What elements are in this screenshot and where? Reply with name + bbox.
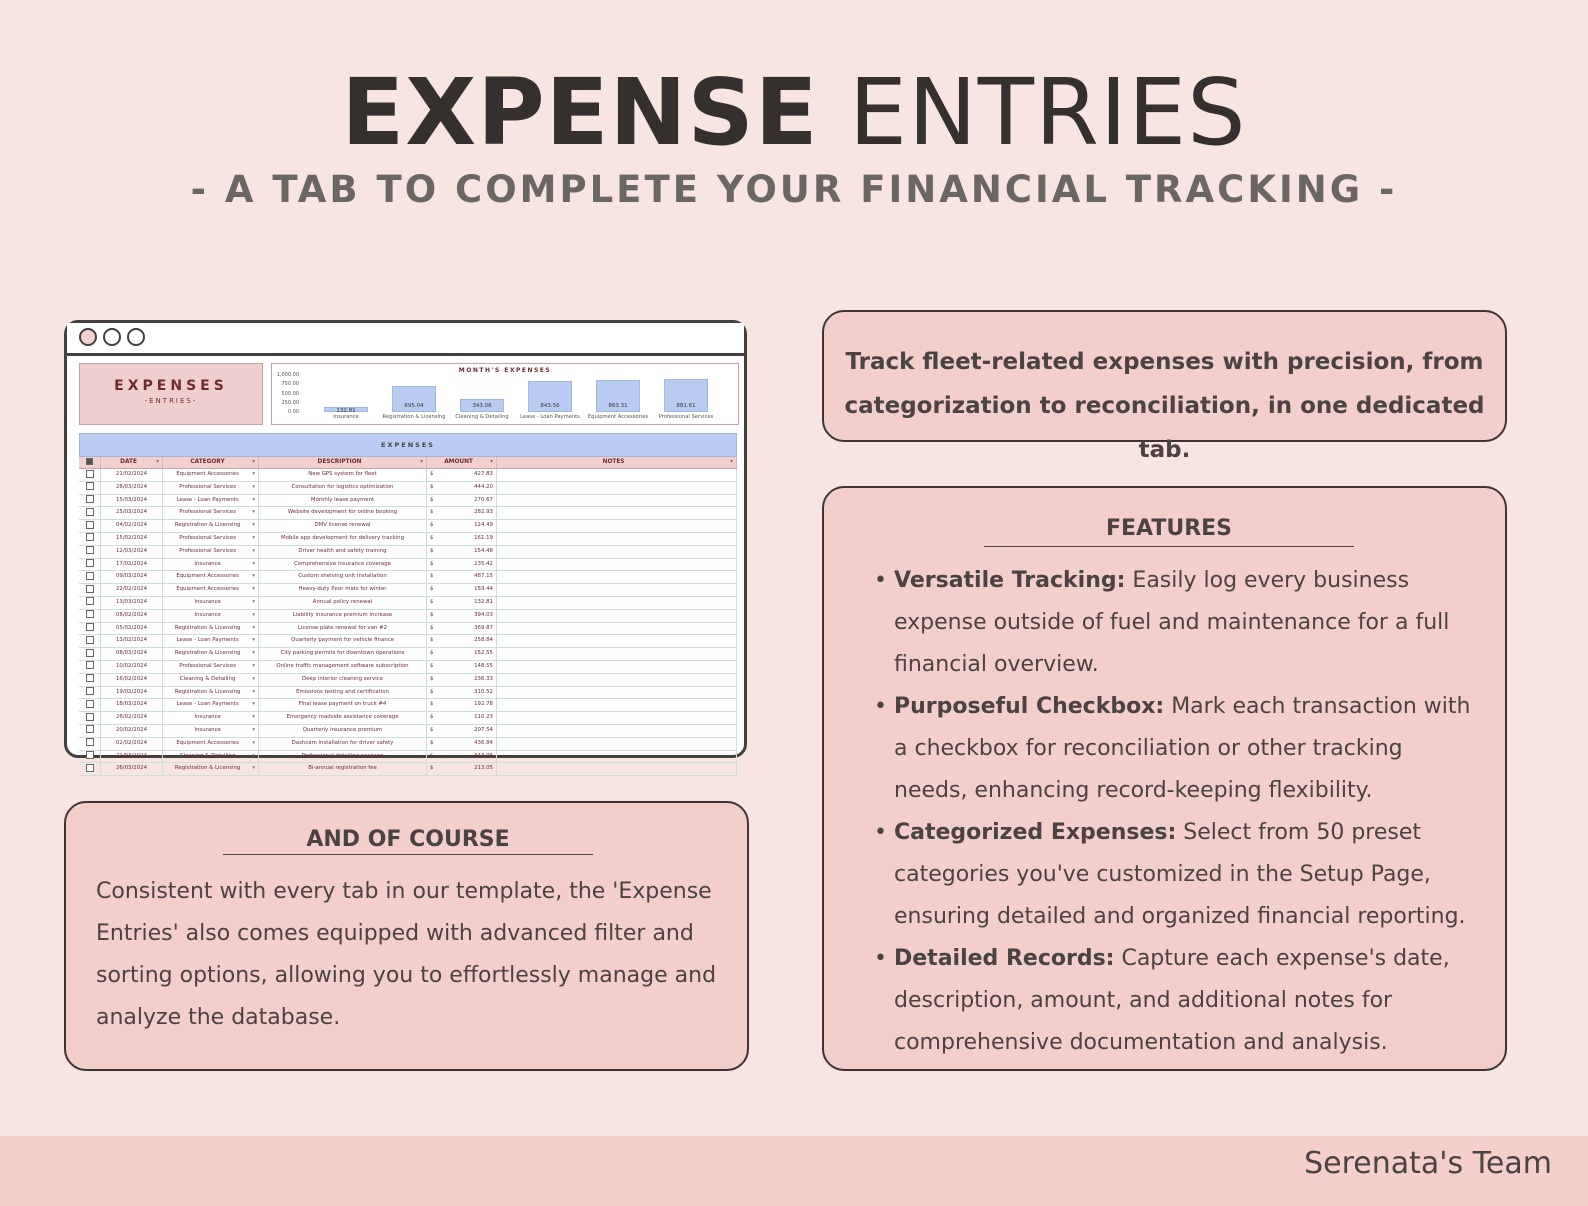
table-title: EXPENSES bbox=[79, 433, 737, 457]
checkbox-column-header[interactable] bbox=[79, 457, 101, 468]
table-row bbox=[79, 495, 737, 508]
row-checkbox[interactable] bbox=[86, 585, 94, 593]
amount-cell[interactable]: $ 124.49 bbox=[427, 520, 497, 532]
and-of-course-box bbox=[64, 801, 749, 1071]
y-tick-label: 500.00 bbox=[281, 390, 299, 397]
notes-cell[interactable] bbox=[497, 751, 737, 763]
row-checkbox[interactable] bbox=[86, 764, 94, 772]
category-cell[interactable]: Insurance ▾ bbox=[163, 725, 259, 737]
row-checkbox-cell[interactable] bbox=[79, 763, 101, 775]
bar-value-label: 881.61 bbox=[676, 403, 696, 409]
and-of-course-text: Consistent with every tab in our template, the 'Expense Entries' also comes equipped with advanced filter and sorting options, allowing you to effortlessly manage and analyze the database. bbox=[96, 879, 717, 1030]
bar-category-label: Professional Services bbox=[658, 414, 714, 420]
category-dropdown-icon[interactable]: ▾ bbox=[252, 675, 255, 682]
row-checkbox-cell[interactable] bbox=[79, 661, 101, 673]
bar-value-label: 695.04 bbox=[404, 403, 424, 409]
header-checkbox[interactable] bbox=[86, 458, 93, 465]
table-header-row bbox=[79, 457, 737, 469]
category-dropdown-icon[interactable]: ▾ bbox=[252, 765, 255, 772]
row-checkbox[interactable] bbox=[86, 674, 94, 682]
amount-cell[interactable]: $ 436.84 bbox=[427, 738, 497, 750]
feature-item: • Categorized Expenses: Select from 50 preset categories you've customized in the Setup Page, ensuring detailed and organized financial reporting. bbox=[874, 812, 1474, 938]
table-row bbox=[79, 648, 737, 661]
date-cell[interactable]: 16/02/2024 bbox=[101, 674, 163, 686]
page-subtitle: - A TAB TO COMPLETE YOUR FINANCIAL TRACKING - bbox=[190, 168, 1398, 211]
table-row bbox=[79, 687, 737, 700]
row-checkbox[interactable] bbox=[86, 623, 94, 631]
row-checkbox[interactable] bbox=[86, 521, 94, 529]
description-cell[interactable]: Liability insurance premium increase bbox=[259, 610, 427, 622]
category-cell[interactable]: Professional Services ▾ bbox=[163, 533, 259, 545]
expenses-table bbox=[79, 433, 737, 776]
row-checkbox-cell[interactable] bbox=[79, 610, 101, 622]
row-checkbox[interactable] bbox=[86, 610, 94, 618]
amount-cell[interactable]: $ 343.06 bbox=[427, 751, 497, 763]
category-cell[interactable]: Cleaning & Detailing ▾ bbox=[163, 674, 259, 686]
row-checkbox-cell[interactable] bbox=[79, 546, 101, 558]
notes-cell[interactable] bbox=[497, 533, 737, 545]
date-cell[interactable]: 02/02/2024 bbox=[101, 738, 163, 750]
category-cell[interactable]: Cleaning & Detailing ▾ bbox=[163, 751, 259, 763]
column-notes[interactable]: NOTES ▾ bbox=[497, 457, 737, 468]
date-cell[interactable]: 21/02/2024 bbox=[101, 469, 163, 481]
description-cell[interactable]: Consultation for logistics optimization bbox=[259, 482, 427, 494]
footer-bar bbox=[0, 1136, 1588, 1206]
table-row bbox=[79, 738, 737, 751]
category-dropdown-icon[interactable]: ▾ bbox=[252, 534, 255, 541]
category-cell[interactable]: Registration & Licensing ▾ bbox=[163, 687, 259, 699]
row-checkbox-cell[interactable] bbox=[79, 635, 101, 647]
category-dropdown-icon[interactable]: ▾ bbox=[252, 739, 255, 746]
notes-cell[interactable] bbox=[497, 469, 737, 481]
notes-cell[interactable] bbox=[497, 661, 737, 673]
sheet-logo-title: EXPENSES bbox=[114, 378, 228, 394]
title-light: ENTRIES bbox=[848, 59, 1247, 166]
category-cell[interactable]: Registration & Licensing ▾ bbox=[163, 648, 259, 660]
amount-cell[interactable]: $ 154.48 bbox=[427, 546, 497, 558]
bar-value-label: 132.81 bbox=[336, 408, 356, 415]
date-cell[interactable]: 20/02/2024 bbox=[101, 725, 163, 737]
amount-cell[interactable]: $ 213.05 bbox=[427, 763, 497, 775]
bar-category-label: Equipment Accessories bbox=[587, 414, 649, 420]
row-checkbox-cell[interactable] bbox=[79, 533, 101, 545]
amount-cell[interactable]: $ 369.87 bbox=[427, 623, 497, 635]
category-cell[interactable]: Insurance ▾ bbox=[163, 610, 259, 622]
spreadsheet-window bbox=[64, 320, 747, 772]
date-cell[interactable]: 22/02/2024 bbox=[101, 584, 163, 596]
row-checkbox-cell[interactable] bbox=[79, 712, 101, 724]
date-cell[interactable]: 25/03/2024 bbox=[101, 507, 163, 519]
window-minimize-dot[interactable] bbox=[103, 328, 121, 346]
notes-cell[interactable] bbox=[497, 597, 737, 609]
sheet-logo-subtitle: -ENTRIES- bbox=[144, 397, 198, 405]
row-checkbox-cell[interactable] bbox=[79, 751, 101, 763]
amount-cell[interactable]: $ 235.42 bbox=[427, 559, 497, 571]
y-tick-label: 0.00 bbox=[287, 409, 299, 415]
title-bold: EXPENSE bbox=[341, 59, 819, 166]
amount-cell[interactable]: $ 192.78 bbox=[427, 699, 497, 711]
row-checkbox-cell[interactable] bbox=[79, 674, 101, 686]
description-cell[interactable]: Comprehensive insurance coverage bbox=[259, 559, 427, 571]
date-cell[interactable]: 04/02/2024 bbox=[101, 520, 163, 532]
date-cell[interactable]: 08/02/2024 bbox=[101, 610, 163, 622]
row-checkbox[interactable] bbox=[86, 470, 94, 478]
table-row bbox=[79, 571, 737, 584]
category-dropdown-icon[interactable]: ▾ bbox=[252, 662, 255, 669]
row-checkbox-cell[interactable] bbox=[79, 687, 101, 699]
row-checkbox-cell[interactable] bbox=[79, 520, 101, 532]
category-cell[interactable]: Equipment Accessories ▾ bbox=[163, 584, 259, 596]
row-checkbox-cell[interactable] bbox=[79, 507, 101, 519]
amount-cell[interactable]: $ 159.44 bbox=[427, 584, 497, 596]
category-dropdown-icon[interactable]: ▾ bbox=[252, 726, 255, 733]
category-cell[interactable]: Registration & Licensing ▾ bbox=[163, 520, 259, 532]
category-dropdown-icon[interactable]: ▾ bbox=[252, 522, 255, 529]
notes-cell[interactable] bbox=[497, 635, 737, 647]
track-description: Track fleet-related expenses with precision, from categorization to reconciliation, in one dedicated tab. bbox=[844, 349, 1485, 463]
monthly-expenses-chart bbox=[271, 363, 739, 425]
feature-item: • Versatile Tracking: Easily log every business expense outside of fuel and maintenance for a full financial overview. bbox=[874, 560, 1474, 686]
bar-category-label: Insurance bbox=[333, 414, 359, 420]
row-checkbox-cell[interactable] bbox=[79, 559, 101, 571]
bar-value-label: 343.06 bbox=[472, 403, 492, 409]
table-row bbox=[79, 546, 737, 559]
amount-cell[interactable]: $ 427.83 bbox=[427, 469, 497, 481]
table-row bbox=[79, 584, 737, 597]
row-checkbox-cell[interactable] bbox=[79, 469, 101, 481]
category-dropdown-icon[interactable]: ▾ bbox=[252, 650, 255, 657]
column-date[interactable]: DATE ▾ bbox=[101, 457, 163, 468]
description-cell[interactable]: Website development for online booking bbox=[259, 507, 427, 519]
amount-cell[interactable]: $ 132.81 bbox=[427, 597, 497, 609]
category-cell[interactable]: Professional Services ▾ bbox=[163, 661, 259, 673]
bar-category-label: Cleaning & Detailing bbox=[455, 414, 509, 420]
amount-cell[interactable]: $ 394.03 bbox=[427, 610, 497, 622]
description-cell[interactable]: City parking permits for downtown operations bbox=[259, 648, 427, 660]
features-list bbox=[874, 560, 1474, 1064]
description-cell[interactable]: Emergency roadside assistance coverage bbox=[259, 712, 427, 724]
table-row bbox=[79, 533, 737, 546]
description-cell[interactable]: License plate renewal for van #2 bbox=[259, 623, 427, 635]
notes-cell[interactable] bbox=[497, 520, 737, 532]
table-row bbox=[79, 623, 737, 636]
date-cell[interactable]: 08/03/2024 bbox=[101, 648, 163, 660]
row-checkbox[interactable] bbox=[86, 700, 94, 708]
table-row bbox=[79, 674, 737, 687]
category-dropdown-icon[interactable]: ▾ bbox=[252, 598, 255, 605]
description-cell[interactable]: Heavy-duty floor mats for winter bbox=[259, 584, 427, 596]
notes-cell[interactable] bbox=[497, 482, 737, 494]
category-cell[interactable]: Lease - Loan Payments ▾ bbox=[163, 635, 259, 647]
chart-title: MONTH'S EXPENSES bbox=[458, 367, 552, 374]
category-dropdown-icon[interactable]: ▾ bbox=[252, 752, 255, 759]
category-cell[interactable]: Registration & Licensing ▾ bbox=[163, 623, 259, 635]
column-category[interactable]: CATEGORY ▾ bbox=[163, 457, 259, 468]
notes-cell[interactable] bbox=[497, 712, 737, 724]
description-cell[interactable]: DMV license renewal bbox=[259, 520, 427, 532]
category-cell[interactable]: Insurance ▾ bbox=[163, 559, 259, 571]
amount-cell[interactable]: $ 487.15 bbox=[427, 571, 497, 583]
date-cell[interactable]: 15/03/2024 bbox=[101, 495, 163, 507]
description-cell[interactable]: New GPS system for fleet bbox=[259, 469, 427, 481]
category-dropdown-icon[interactable]: ▾ bbox=[252, 547, 255, 554]
description-cell[interactable]: Monthly lease payment bbox=[259, 495, 427, 507]
row-checkbox[interactable] bbox=[86, 508, 94, 516]
notes-cell[interactable] bbox=[497, 738, 737, 750]
description-cell[interactable]: Custom shelving unit installation bbox=[259, 571, 427, 583]
row-checkbox[interactable] bbox=[86, 546, 94, 554]
row-checkbox-cell[interactable] bbox=[79, 495, 101, 507]
date-cell[interactable]: 15/02/2024 bbox=[101, 533, 163, 545]
table-row bbox=[79, 725, 737, 738]
bar-value-label: 863.31 bbox=[608, 403, 628, 409]
notes-cell[interactable] bbox=[497, 584, 737, 596]
row-checkbox[interactable] bbox=[86, 572, 94, 580]
table-row bbox=[79, 699, 737, 712]
row-checkbox[interactable] bbox=[86, 597, 94, 605]
category-dropdown-icon[interactable]: ▾ bbox=[252, 637, 255, 644]
description-cell[interactable]: Bi-annual registration fee bbox=[259, 763, 427, 775]
category-dropdown-icon[interactable]: ▾ bbox=[252, 611, 255, 618]
category-dropdown-icon[interactable]: ▾ bbox=[252, 483, 255, 490]
bar-category-label: Registration & Licensing bbox=[382, 414, 446, 420]
amount-cell[interactable]: $ 444.20 bbox=[427, 482, 497, 494]
notes-cell[interactable] bbox=[497, 725, 737, 737]
window-title-bar bbox=[67, 323, 744, 356]
description-cell[interactable]: Dashcam installation for driver safety bbox=[259, 738, 427, 750]
notes-cell[interactable] bbox=[497, 674, 737, 686]
table-row bbox=[79, 520, 737, 533]
category-cell[interactable]: Registration & Licensing ▾ bbox=[163, 763, 259, 775]
and-of-course-heading: AND OF COURSE bbox=[223, 827, 593, 855]
table-row bbox=[79, 712, 737, 725]
date-cell[interactable]: 26/03/2024 bbox=[101, 763, 163, 775]
notes-cell[interactable] bbox=[497, 571, 737, 583]
row-checkbox[interactable] bbox=[86, 725, 94, 733]
row-checkbox[interactable] bbox=[86, 482, 94, 490]
description-cell[interactable]: Driver health and safety training bbox=[259, 546, 427, 558]
date-cell[interactable]: 21/03/2024 bbox=[101, 751, 163, 763]
amount-cell[interactable]: $ 282.93 bbox=[427, 507, 497, 519]
filter-dropdown-icon[interactable]: ▾ bbox=[730, 459, 733, 465]
features-box bbox=[822, 486, 1507, 1071]
filter-dropdown-icon[interactable]: ▾ bbox=[156, 459, 159, 465]
row-checkbox-cell[interactable] bbox=[79, 597, 101, 609]
notes-cell[interactable] bbox=[497, 495, 737, 507]
date-cell[interactable]: 05/02/2024 bbox=[101, 623, 163, 635]
amount-cell[interactable]: $ 310.52 bbox=[427, 687, 497, 699]
notes-cell[interactable] bbox=[497, 699, 737, 711]
notes-cell[interactable] bbox=[497, 648, 737, 660]
date-cell[interactable]: 19/02/2024 bbox=[101, 687, 163, 699]
row-checkbox[interactable] bbox=[86, 738, 94, 746]
filter-dropdown-icon[interactable]: ▾ bbox=[420, 459, 423, 465]
amount-cell[interactable]: $ 110.23 bbox=[427, 712, 497, 724]
notes-cell[interactable] bbox=[497, 559, 737, 571]
row-checkbox-cell[interactable] bbox=[79, 623, 101, 635]
table-row bbox=[79, 559, 737, 572]
row-checkbox[interactable] bbox=[86, 636, 94, 644]
notes-cell[interactable] bbox=[497, 763, 737, 775]
row-checkbox[interactable] bbox=[86, 495, 94, 503]
description-cell[interactable]: Quarterly insurance premium bbox=[259, 725, 427, 737]
notes-cell[interactable] bbox=[497, 687, 737, 699]
feature-item: • Detailed Records: Capture each expense's date, description, amount, and additional notes for comprehensive documentation and analysis. bbox=[874, 938, 1474, 1064]
table-row bbox=[79, 635, 737, 648]
amount-cell[interactable]: $ 161.19 bbox=[427, 533, 497, 545]
category-dropdown-icon[interactable]: ▾ bbox=[252, 509, 255, 516]
table-row bbox=[79, 507, 737, 520]
table-body bbox=[79, 469, 737, 776]
category-dropdown-icon[interactable]: ▾ bbox=[252, 560, 255, 567]
amount-cell[interactable]: $ 236.33 bbox=[427, 674, 497, 686]
table-row bbox=[79, 763, 737, 776]
category-cell[interactable]: Equipment Accessories ▾ bbox=[163, 469, 259, 481]
notes-cell[interactable] bbox=[497, 546, 737, 558]
notes-cell[interactable] bbox=[497, 623, 737, 635]
date-cell[interactable]: 09/03/2024 bbox=[101, 571, 163, 583]
track-description-box bbox=[822, 310, 1507, 463]
table-row bbox=[79, 610, 737, 623]
column-description[interactable]: DESCRIPTION ▾ bbox=[259, 457, 427, 468]
category-cell[interactable]: Insurance ▾ bbox=[163, 712, 259, 724]
notes-cell[interactable] bbox=[497, 610, 737, 622]
category-cell[interactable]: Equipment Accessories ▾ bbox=[163, 738, 259, 750]
category-dropdown-icon[interactable]: ▾ bbox=[252, 714, 255, 721]
table-row bbox=[79, 469, 737, 482]
y-tick-label: 1,000.00 bbox=[276, 372, 299, 378]
window-maximize-dot[interactable] bbox=[127, 328, 145, 346]
row-checkbox[interactable] bbox=[86, 713, 94, 721]
filter-dropdown-icon[interactable]: ▾ bbox=[252, 459, 255, 465]
category-cell[interactable]: Professional Services ▾ bbox=[163, 482, 259, 494]
category-dropdown-icon[interactable]: ▾ bbox=[252, 701, 255, 708]
description-cell[interactable]: Deep interior cleaning service bbox=[259, 674, 427, 686]
category-dropdown-icon[interactable]: ▾ bbox=[252, 573, 255, 580]
y-tick-label: 250.00 bbox=[281, 399, 299, 406]
bar-category-label: Lease - Loan Payments bbox=[520, 414, 580, 420]
date-cell[interactable]: 18/03/2024 bbox=[101, 699, 163, 711]
date-cell[interactable]: 13/02/2024 bbox=[101, 635, 163, 647]
category-dropdown-icon[interactable]: ▾ bbox=[252, 688, 255, 695]
category-dropdown-icon[interactable]: ▾ bbox=[252, 471, 255, 477]
row-checkbox-cell[interactable] bbox=[79, 482, 101, 494]
amount-cell[interactable]: $ 270.67 bbox=[427, 495, 497, 507]
category-cell[interactable]: Lease - Loan Payments ▾ bbox=[163, 699, 259, 711]
description-cell[interactable]: Professional detailing package bbox=[259, 751, 427, 763]
category-dropdown-icon[interactable]: ▾ bbox=[252, 624, 255, 631]
category-cell[interactable]: Professional Services ▾ bbox=[163, 507, 259, 519]
amount-cell[interactable]: $ 148.55 bbox=[427, 661, 497, 673]
category-cell[interactable]: Insurance ▾ bbox=[163, 597, 259, 609]
date-cell[interactable]: 13/03/2024 bbox=[101, 597, 163, 609]
date-cell[interactable]: 17/02/2024 bbox=[101, 559, 163, 571]
date-cell[interactable]: 12/03/2024 bbox=[101, 546, 163, 558]
notes-cell[interactable] bbox=[497, 507, 737, 519]
description-cell[interactable]: Online traffic management software subscription bbox=[259, 661, 427, 673]
description-cell[interactable]: Annual policy renewal bbox=[259, 597, 427, 609]
row-checkbox-cell[interactable] bbox=[79, 648, 101, 660]
y-tick-label: 750.00 bbox=[281, 381, 299, 388]
page-title bbox=[0, 58, 1588, 168]
category-cell[interactable]: Equipment Accessories ▾ bbox=[163, 571, 259, 583]
description-cell[interactable]: Emissions testing and certification bbox=[259, 687, 427, 699]
bar-value-label: 843.56 bbox=[540, 403, 560, 409]
date-cell[interactable]: 10/02/2024 bbox=[101, 661, 163, 673]
footer-credit: Serenata's Team bbox=[1304, 1146, 1552, 1181]
window-close-dot[interactable] bbox=[79, 328, 97, 346]
category-cell[interactable]: Professional Services ▾ bbox=[163, 546, 259, 558]
table-row bbox=[79, 597, 737, 610]
filter-dropdown-icon[interactable]: ▾ bbox=[490, 459, 493, 465]
row-checkbox[interactable] bbox=[86, 687, 94, 695]
row-checkbox[interactable] bbox=[86, 533, 94, 541]
row-checkbox-cell[interactable] bbox=[79, 725, 101, 737]
features-heading: FEATURES bbox=[984, 516, 1354, 547]
description-cell[interactable]: Final lease payment on truck #4 bbox=[259, 699, 427, 711]
date-cell[interactable]: 28/03/2024 bbox=[101, 482, 163, 494]
row-checkbox[interactable] bbox=[86, 649, 94, 657]
row-checkbox-cell[interactable] bbox=[79, 738, 101, 750]
table-row bbox=[79, 661, 737, 674]
row-checkbox[interactable] bbox=[86, 661, 94, 669]
row-checkbox[interactable] bbox=[86, 559, 94, 567]
row-checkbox-cell[interactable] bbox=[79, 699, 101, 711]
row-checkbox-cell[interactable] bbox=[79, 584, 101, 596]
row-checkbox-cell[interactable] bbox=[79, 571, 101, 583]
row-checkbox[interactable] bbox=[86, 751, 94, 759]
description-cell[interactable]: Mobile app development for delivery tracking bbox=[259, 533, 427, 545]
category-cell[interactable]: Lease - Loan Payments ▾ bbox=[163, 495, 259, 507]
feature-item: • Purposeful Checkbox: Mark each transaction with a checkbox for reconciliation or other tracking needs, enhancing record-keeping flexibility. bbox=[874, 686, 1474, 812]
date-cell[interactable]: 26/02/2024 bbox=[101, 712, 163, 724]
category-dropdown-icon[interactable]: ▾ bbox=[252, 496, 255, 503]
column-amount[interactable]: AMOUNT ▾ bbox=[427, 457, 497, 468]
amount-cell[interactable]: $ 152.55 bbox=[427, 648, 497, 660]
sheet-logo bbox=[79, 363, 263, 425]
table-row bbox=[79, 751, 737, 764]
table-row bbox=[79, 482, 737, 495]
amount-cell[interactable]: $ 258.84 bbox=[427, 635, 497, 647]
amount-cell[interactable]: $ 207.54 bbox=[427, 725, 497, 737]
description-cell[interactable]: Quarterly payment for vehicle finance bbox=[259, 635, 427, 647]
category-dropdown-icon[interactable]: ▾ bbox=[252, 586, 255, 593]
